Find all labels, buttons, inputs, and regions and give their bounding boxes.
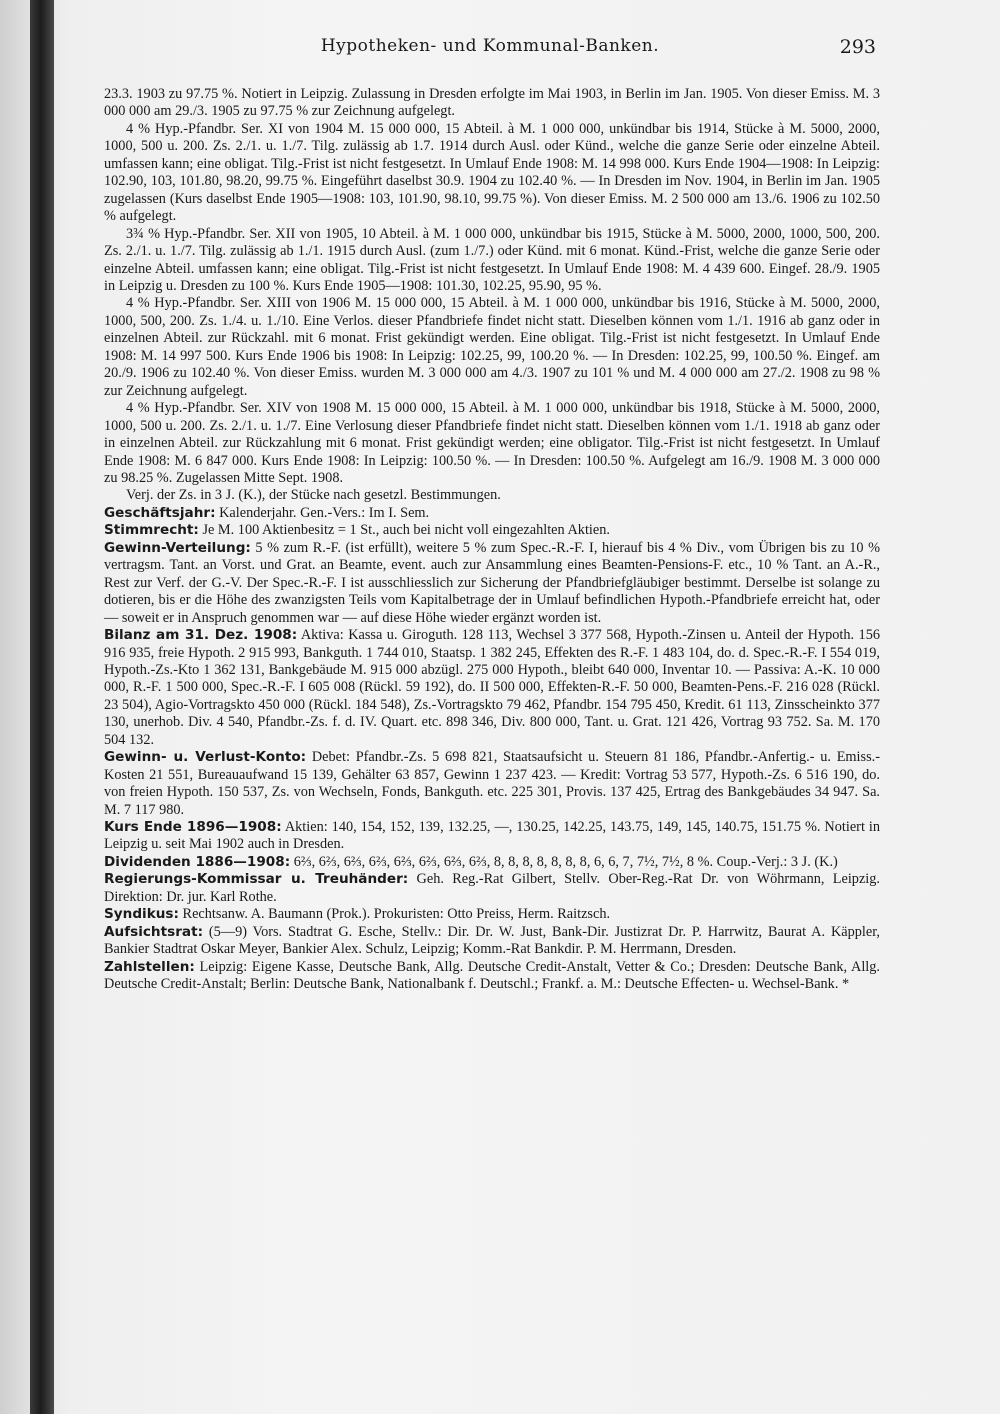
running-title: Hypotheken- und Kommunal-Banken.: [320, 36, 660, 56]
paragraph-text: 4 % Hyp.-Pfandbr. Ser. XIV von 1908 M. 15 000 000, 15 Abteil. à M. 1 000 000, unkündbar bis 1918, Stücke à M. 5000, 2000, 1000, 500 u. 200. Zs. 2./1. u. 1./7. Eine Verlosung dieser Pfandbriefe findet nicht statt. Dieselben können vom 1./1. 1918 ab ganz oder in einzelnen Abteil. zur Rückzahlung mit 6 monat. Frist gekündigt werden; eine obligator. Tilg.-Frist ist nicht festgesetzt. In Umlauf Ende 1908: M. 6 847 000. Kurs Ende 1908: In Leipzig: 100.50 %. — In Dresden: 100.50 %. Aufgelegt am 16./9. 1908 M. 3 000 000 zu 98.25 %. Zugelassen Mitte Sept. 1908.: [104, 400, 880, 486]
paragraph-text: Verj. der Zs. in 3 J. (K.), der Stücke nach gesetzl. Bestimmungen.: [126, 487, 501, 504]
paragraph-dividenden: [104, 854, 880, 871]
paragraph-text: 3¾ % Hyp.-Pfandbr. Ser. XII von 1905, 10 Abteil. à M. 1 000 000, unkündbar bis 1915, Stücke à M. 5000, 2000, 1000, 500, 200. Zs. 2./1. u. 1./7. Tilg. zulässig ab 1./1. 1915 durch Ausl. (zum 1./7.) oder Künd. mit 6 monat. Künd.-Frist, welche die ganze Serie oder einzelne Abteil. umfassen kann; eine obligat. Tilg.-Frist ist nicht festgesetzt. In Umlauf Ende 1908: M. 4 439 600. Eingef. 28./9. 1905 in Leipzig u. Dresden zu 100 %. Kurs Ende 1905—1908: 101.30, 102.25, 95.90, 95 %.: [104, 225, 880, 294]
paragraph-gewinn-verteilung: [104, 540, 880, 627]
paragraph-text: Debet: Pfandbr.-Zs. 5 698 821, Staatsaufsicht u. Steuern 81 186, Pfandbr.-Anfertig.- u. Emiss.-Kosten 21 551, Bureauaufwand 15 139, Gehälter 63 857, Gewinn 1 237 423. — Kredit: Vortrag 53 577, Hypoth.-Zs. 6 516 190, do. von freien Hypoth. 150 537, Zs. von Wechseln, Fonds, Bankguth. etc. 225 301, Provis. 137 425, Ertrag des Bankgebäudes 34 947. Sa. M. 7 117 980.: [104, 749, 880, 818]
paragraph-kurs: [104, 819, 880, 854]
page-header: [90, 36, 890, 66]
section-label: Dividenden 1886—1908:: [104, 853, 291, 870]
section-label: Stimmrecht:: [104, 522, 199, 539]
paragraph-text: 23.3. 1903 zu 97.75 %. Notiert in Leipzig. Zulassung in Dresden erfolgte im Mai 1903, in Berlin im Jan. 1905. Von dieser Emiss. M. 3 000 000 am 29./3. 1905 zu 97.75 % zur Zeichnung aufgelegt.: [104, 86, 880, 120]
page-number: 293: [839, 36, 876, 58]
paragraph-text: Je M. 100 Aktienbesitz = 1 St., auch bei nicht voll eingezahlten Aktien.: [198, 522, 610, 539]
paragraph-text: Kalenderjahr. Gen.-Vers.: Im I. Sem.: [215, 504, 430, 521]
paragraph-syndikus: [104, 906, 880, 923]
paragraph-text: 6⅔, 6⅔, 6⅔, 6⅔, 6⅔, 6⅔, 6⅔, 6⅔, 8, 8, 8, 8, 8, 8, 8, 6, 6, 7, 7½, 7½, 8 %. Coup.-Verj.: 3 J. (K.): [290, 853, 838, 870]
paragraph-geschaeftsjahr: [104, 505, 880, 522]
paragraph-series-xiv: [104, 400, 880, 487]
paragraph-series-xiii: [104, 295, 880, 400]
paragraph-text: 4 % Hyp.-Pfandbr. Ser. XIII von 1906 M. 15 000 000, 15 Abteil. à M. 1 000 000, unkündbar bis 1916, Stücke à M. 5000, 2000, 1000, 500, 200. Zs. 1./4. u. 1./10. Eine Verlos. dieser Pfandbriefe findet nicht statt. Dieselben können vom 1./1. 1916 ab ganz oder in einzelnen Abteil. zur Rückzahl. mit 6 monat. Frist gekündigt werden. Eine obligat. Tilg.-Frist ist nicht festgesetzt. In Umlauf Ende 1908: M. 14 997 500. Kurs Ende 1906 bis 1908: In Leipzig: 102.25, 99, 100.20 %. — In Dresden: 102.25, 99, 100.50 %. Eingef. am 20./9. 1906 zu 102.40 %. Von dieser Emiss. wurden M. 3 000 000 am 4./3. 1907 zu 101 % und M. 4 000 000 am 27./2. 1908 zu 98 % zur Zeichnung aufgelegt.: [104, 295, 880, 399]
paragraph-text: (5—9) Vors. Stadtrat G. Esche, Stellv.: Dir. Dr. W. Just, Bank-Dir. Justizrat Dr. P. Harrwitz, Baurat A. Käppler, Bankier Stadtrat Oskar Meyer, Bankier Alex. Schulz, Leipzig; Komm.-Rat Bankdir. P. M. Herrmann, Dresden.: [104, 923, 880, 958]
paragraph-series-xii: [104, 226, 880, 296]
section-label: Zahlstellen:: [104, 958, 195, 975]
paragraph-text: Rechtsanw. A. Baumann (Prok.). Prokuristen: Otto Preiss, Herm. Raitzsch.: [178, 906, 611, 923]
section-label: Gewinn- u. Verlust-Konto:: [104, 749, 307, 766]
section-label: Syndikus:: [104, 906, 179, 923]
section-label: Geschäftsjahr:: [104, 504, 216, 521]
paragraph-text: 5 % zum R.-F. (ist erfüllt), weitere 5 % zum Spec.-R.-F. I, hierauf bis 4 % Div., vom Übrigen bis zu 10 % vertragsm. Tant. an Vorst. und Grat. an Beamte, event. auch zur Ansammlung eines Beamten-Pensions-F. etc., 10 % Tant. an A.-R., Rest zur Verf. der G.-V. Der Spec.-R.-F. I ist ausschliesslich zur Sicherung der Pfandbriefgläubiger bestimmt. Derselbe ist solange zu dotieren, bis er die Höhe des zwanzigsten Teils vom Kapitalbetrage der in Umlauf befindlichen Hypoth.-Pfandbriefe erreicht hat, oder — soweit er in Anspruch genommen war — auf diese Höhe wieder ergänzt worden ist.: [104, 539, 880, 626]
paragraph-bilanz: [104, 627, 880, 749]
section-label: Gewinn-Verteilung:: [104, 539, 251, 556]
paragraph-text: Aktien: 140, 154, 152, 139, 132.25, —, 130.25, 142.25, 143.75, 149, 145, 140.75, 151.75 %. Notiert in Leipzig u. seit Mai 1902 auch in Dresden.: [104, 819, 880, 853]
paragraph-zahlstellen: [104, 959, 880, 994]
section-label: Bilanz am 31. Dez. 1908:: [104, 627, 298, 644]
paragraph-gewinn-verlust: [104, 749, 880, 819]
section-label: Aufsichtsrat:: [104, 923, 203, 940]
paragraph-text: Aktiva: Kassa u. Giroguth. 128 113, Wechsel 3 377 568, Hypoth.-Zinsen u. Anteil der Hypoth. 156 916 935, freie Hypoth. 2 915 993, Bankguth. 1 744 010, Staatsp. 1 382 245, Effekten des R.-F. 1 483 104, do. d. Spec.-R.-F. I 554 019, Hypoth.-Zs.-Kto 1 362 131, Bankgebäude M. 915 000 abzügl. 275 000 Hypoth., bleibt 640 000, Inventar 10. — Passiva: A.-K. 10 000 000, R.-F. 1 500 000, Spec.-R.-F. I 605 008 (Rückl. 59 192), do. II 500 000, Effekten-R.-F. 50 000, Beamten-Pens.-F. 216 028 (Rückl. 23 504), Agio-Vortragskto 450 000 (Rückl. 184 548), Zs.-Vortragskto 79 462, Pfandbr. 154 795 450, Kredit. 61 113, Zinsscheinkto 377 130, unerhob. Div. 4 540, Pfandbr.-Zs. f. d. IV. Quart. etc. 898 346, Div. 800 000, Tant. u. Grat. 121 426, Vortrag 93 752. Sa. M. 170 504 132.: [104, 627, 880, 748]
paragraph-aufsichtsrat: [104, 924, 880, 959]
facing-page-edge: [0, 0, 30, 1414]
section-label: Kurs Ende 1896—1908:: [104, 819, 282, 836]
paragraph-text: Geh. Reg.-Rat Gilbert, Stellv. Ober-Reg.-Rat Dr. von Wöhrmann, Leipzig. Direktion: Dr. jur. Karl Rothe.: [104, 871, 880, 905]
book-gutter: [30, 0, 54, 1414]
section-label: Regierungs-Kommissar u. Treuhänder:: [104, 871, 409, 888]
paragraph-verjaehrung: [104, 487, 880, 504]
paragraph-text: Leipzig: Eigene Kasse, Deutsche Bank, Allg. Deutsche Credit-Anstalt, Vetter & Co.; Dresden: Deutsche Bank, Allg. Deutsche Credit-Anstalt; Berlin: Deutsche Bank, Nationalbank f. Deutschl.; Frankf. a. M.: Deutsche Effecten- u. Wechsel-Bank. *: [104, 958, 880, 993]
body-text: [104, 86, 880, 994]
paragraph-emission-note: [104, 86, 880, 121]
paragraph-regierungs-kommissar: [104, 871, 880, 906]
paragraph-text: 4 % Hyp.-Pfandbr. Ser. XI von 1904 M. 15 000 000, 15 Abteil. à M. 1 000 000, unkündbar bis 1914, Stücke à M. 5000, 2000, 1000, 500 u. 200. Zs. 2./1. u. 1./7. Tilg. zulässig ab 1.7. 1914 durch Ausl. oder Künd., welche die ganze Serie oder einzelne Abteil. umfassen kann; eine obligat. Tilg.-Frist ist nicht festgesetzt. In Umlauf Ende 1908: M. 14 998 000. Kurs Ende 1904—1908: In Leipzig: 102.90, 103, 101.80, 98.20, 99.75 %. Eingeführt daselbst 30.9. 1904 zu 102.40 %. — In Dresden im Nov. 1904, in Berlin im Jan. 1905 zugelassen (Kurs daselbst Ende 1905—1908: 103, 101.90, 98.10, 99.75 %). Von dieser Emiss. M. 2 500 000 am 13./6. 1906 zu 102.50 % aufgelegt.: [104, 120, 880, 225]
paragraph-series-xi: [104, 121, 880, 226]
paragraph-stimmrecht: [104, 522, 880, 539]
